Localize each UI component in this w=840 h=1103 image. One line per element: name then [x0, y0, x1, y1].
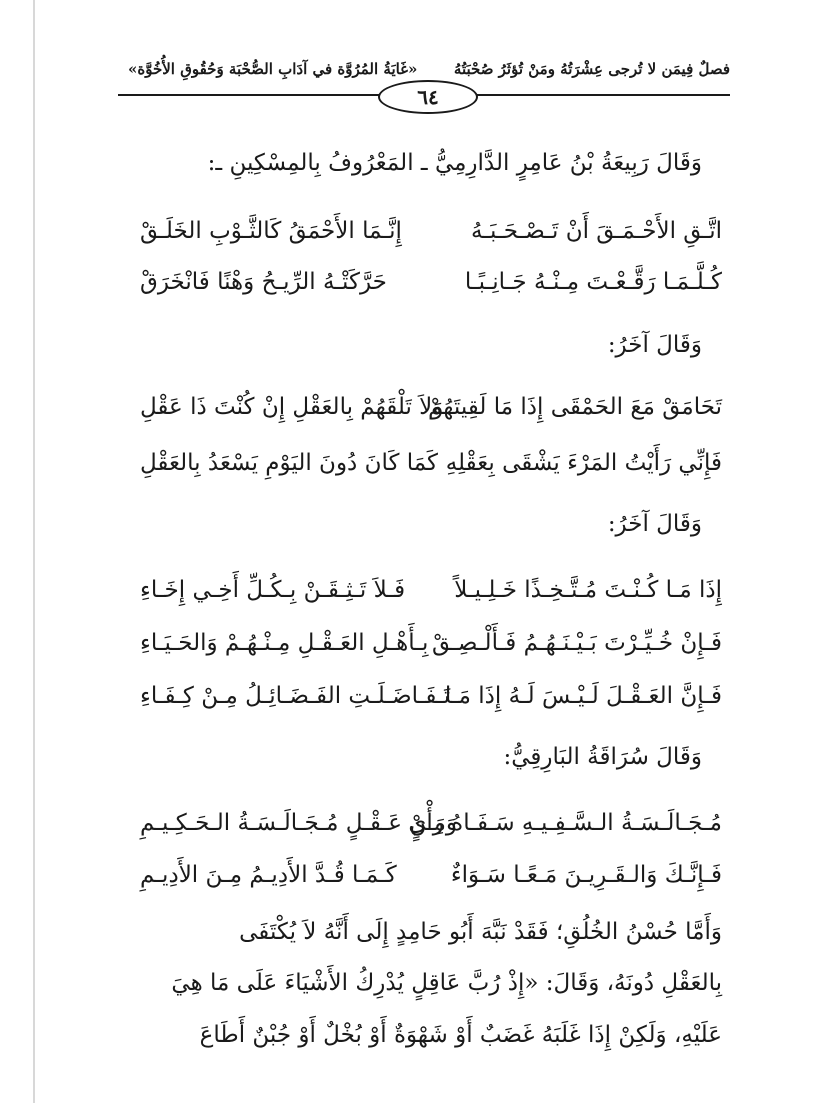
verse-first-hemistich: فَـإِنَّ العَـقْـلَ لَـيْـسَ لَـهُ إِذَا مَـا — [444, 683, 722, 709]
running-head-chapter: فصلٌ فِيمَن لا تُرجى عِشْرَتُهُ ومَنْ تُؤثَرُ صُحْبَتُهُ — [453, 60, 730, 78]
verse-second-hemistich: تَـفَـاضَـلَـتِ الفَـضَـائِـلُ مِـنْ كِـفَـاءِ — [140, 683, 451, 709]
verse-first-hemistich: مُـجَـالَـسَـةُ الـسَّـفِـيـهِ سَـفَـاهُ رَأْيٍ — [408, 810, 722, 836]
verse-first-hemistich: فَإِنِّي رَأَيْتُ المَرْءَ يَشْقَى بِعَقْلِهِ — [445, 450, 722, 476]
verse-first-hemistich: كُـلَّـمَـا رَقَّـعْـتَ مِـنْـهُ جَـانِـبًـا — [464, 269, 722, 295]
page-number: ٦٤ — [378, 80, 478, 114]
body-paragraph-line: بِالعَقْلِ دُونَهُ، وَقَالَ: «إِذْ رُبَّ عَاقِلٍ يُدْرِكُ الأَشْيَاءَ عَلَى مَا هِيَ — [171, 970, 722, 996]
body-paragraph-line: عَلَيْهِ، وَلَكِنْ إِذَا غَلَبَهُ غَضَبٌ أَوْ شَهْوَةٌ أَوْ بُخْلٌ أَوْ جُبْنٌ أَطَاعَ — [199, 1022, 722, 1048]
running-head-book-title: «غَايَةُ المُرُوَّة في آدَابِ الصُّحْبَة وَحُقُوقِ الأُخُوَّة» — [128, 60, 418, 78]
verse-second-hemistich: كَمَا كَانَ دُونَ اليَوْمِ يَسْعَدُ بِالعَقْلِ — [140, 450, 439, 476]
verse-first-hemistich: إِذَا مَـا كُـنْـتَ مُـتَّـخِـذًا خَـلِـيـلاً — [454, 577, 722, 603]
verse-second-hemistich: بِـأَهْـلِ العَـقْـلِ مِـنْـهُـمْ وَالحَـيَـاءِ — [140, 630, 429, 656]
verse-second-hemistich: وَلاَ تَلْقَهُمْ بِالعَقْلِ إِنْ كُنْتَ ذَا عَقْلِ — [140, 394, 444, 420]
verse-second-hemistich: كَـمَـا قُـدَّ الأَدِيـمُ مِـنَ الأَدِيـمِ — [140, 862, 397, 888]
verse-first-hemistich: فَـإِنَّـكَ وَالـقَـرِيـنَ مَـعًـا سَـوَاءٌ — [450, 862, 722, 888]
verse-intro: وَقَالَ سُرَاقَةُ البَارِقِيُّ: — [503, 744, 702, 770]
verse-first-hemistich: اتَّـقِ الأَحْـمَـقَ أَنْ تَـصْـحَـبَـهُ — [470, 218, 722, 244]
page-edge-rule — [33, 0, 35, 1103]
verse-intro: وَقَالَ آخَرُ: — [607, 332, 702, 358]
verse-intro: وَقَالَ آخَرُ: — [607, 511, 702, 537]
verse-first-hemistich: تَحَامَقْ مَعَ الحَمْقَى إِذَا مَا لَقِيتَهُمْ — [427, 394, 722, 420]
verse-second-hemistich: وَمِـنْ عَـقْـلٍ مُـجَـالَـسَـةُ الـحَـكِـيـمِ — [140, 810, 457, 836]
verse-second-hemistich: حَرَّكَتْـهُ الرِّيـحُ وَهْنًا فَانْخَرَقْ — [140, 269, 387, 295]
body-paragraph-line: وَأَمَّا حُسْنُ الخُلُقِ؛ فَقَدْ نَبَّهَ أَبُو حَامِدٍ إِلَى أَنَّهُ لاَ يُكْتَفَى — [239, 919, 722, 945]
verse-second-hemistich: فَـلاَ تَـثِـقَـنْ بِـكُـلِّ أَخِـي إِخَـاءِ — [140, 577, 406, 603]
verse-first-hemistich: فَـإِنْ خُـيِّـرْتَ بَـيْـنَـهُـمُ فَـأَلْـصِـقْ — [431, 630, 722, 656]
verse-second-hemistich: إِنَّـمَا الأَحْمَقُ كَالثَّـوْبِ الخَلَـقْ — [140, 218, 402, 244]
verse-intro: وَقَالَ رَبِيعَةُ بْنُ عَامِرٍ الدَّارِمِيُّ ـ المَعْرُوفُ بِالمِسْكِينِ ـ: — [207, 150, 702, 176]
